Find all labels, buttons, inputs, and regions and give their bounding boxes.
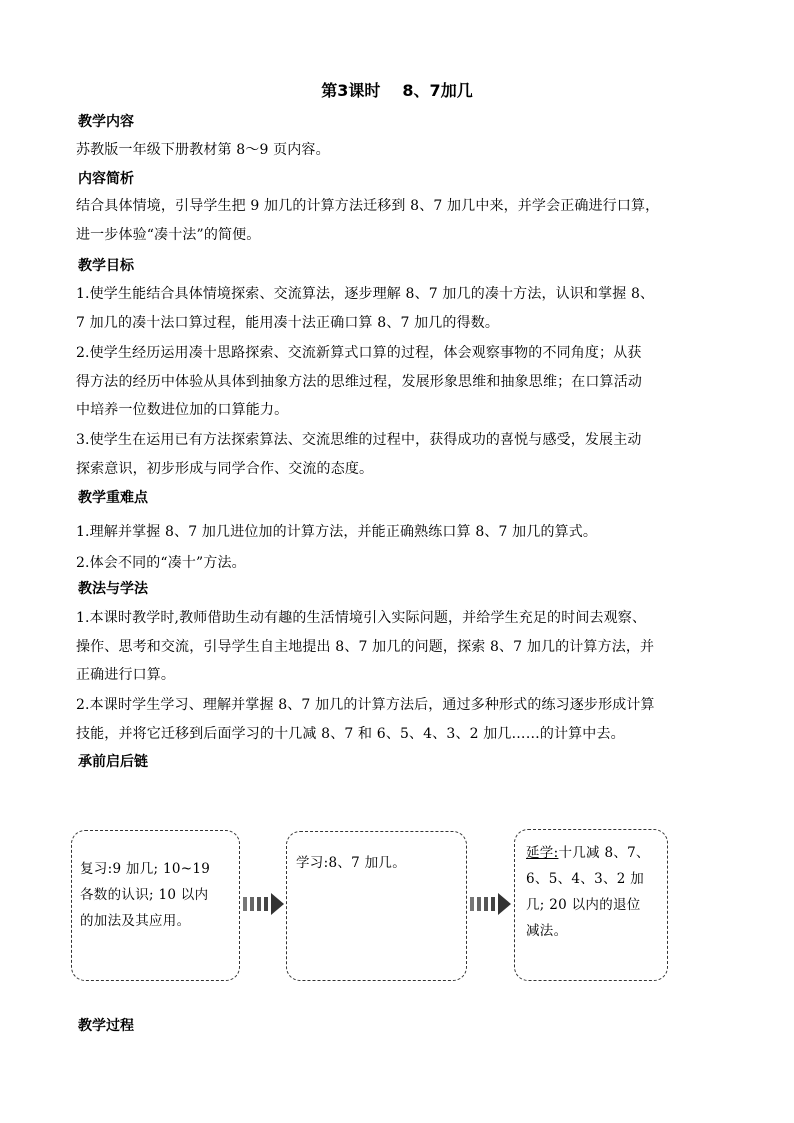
text-line: 减法。 bbox=[526, 923, 568, 939]
text-line: 6、5、4、3、2 加 bbox=[526, 871, 645, 887]
text-line: 1.理解并掌握 8、7 加几进位加的计算方法，并能正确熟练口算 8、7 加几的算式。 bbox=[76, 524, 598, 540]
text-line: 正确进行口算。 bbox=[76, 667, 176, 683]
double-arrow-right-icon bbox=[243, 893, 285, 915]
text-line: 1.使学生能结合具体情境探索、交流算法，逐步理解 8、7 加几的凑十方法，认识和掌握 8、 bbox=[76, 286, 655, 302]
text-line: 苏教版一年级下册教材第 8～9 页内容。 bbox=[76, 142, 330, 158]
method-item-2 bbox=[76, 691, 722, 748]
title-topic: 8、7加几 bbox=[402, 81, 473, 100]
key-point-2 bbox=[76, 549, 722, 578]
heading-teaching-content: 教学内容 bbox=[78, 114, 134, 130]
goal-item-1 bbox=[76, 280, 722, 337]
text-line: 进一步体验“凑十法”的简便。 bbox=[76, 226, 261, 243]
heading-knowledge-chain: 承前启后链 bbox=[78, 754, 148, 770]
title-lesson-number: 第3课时 bbox=[321, 81, 381, 100]
text-line: 得方法的经历中体验从具体到抽象方法的思维过程，发展形象思维和抽象思维；在口算活动 bbox=[76, 373, 642, 390]
text-line: 2.本课时学生学习、理解并掌握 8、7 加几的计算方法后，通过多种形式的练习逐步形成计算 bbox=[76, 697, 655, 713]
text-line: 结合具体情境，引导学生把 9 加几的计算方法迁移到 8、7 加几中来，并学会正确进行口算， bbox=[76, 198, 660, 214]
key-point-1 bbox=[76, 518, 722, 547]
goal-item-3 bbox=[76, 426, 722, 483]
text-line: 各数的认识; 10 以内 bbox=[80, 887, 209, 903]
text-line: 学习:8、7 加几。 bbox=[296, 855, 407, 871]
extend-label: 延学: bbox=[526, 845, 559, 861]
text-line: 复习:9 加几; 10~19 bbox=[80, 861, 211, 877]
heading-content-analysis: 内容简析 bbox=[78, 171, 134, 187]
text-line: 几; 20 以内的退位 bbox=[526, 897, 641, 913]
text-line: 技能，并将它迁移到后面学习的十几减 8、7 和 6、5、4、3、2 加几……的计算中去。 bbox=[76, 725, 625, 742]
heading-teaching-process: 教学过程 bbox=[78, 1018, 134, 1034]
method-item-1 bbox=[76, 604, 722, 690]
heading-key-points: 教学重难点 bbox=[78, 490, 148, 506]
double-arrow-right-icon bbox=[470, 893, 512, 915]
page-title bbox=[0, 78, 794, 101]
text-line: 2.体会不同的“凑十”方法。 bbox=[76, 555, 246, 571]
text-line: 探索意识，初步形成与同学合作、交流的态度。 bbox=[76, 460, 374, 477]
review-box-text bbox=[80, 856, 210, 934]
text-line: 1.本课时教学时,教师借助生动有趣的生活情境引入实际问题，并给学生充足的时间去观察、 bbox=[76, 610, 647, 626]
content-analysis-text bbox=[76, 192, 722, 249]
extend-box-text bbox=[526, 840, 650, 944]
text-line: 2.使学生经历运用凑十思路探索、交流新算式口算的过程，体会观察事物的不同角度；从获 bbox=[76, 345, 642, 361]
heading-teaching-goals: 教学目标 bbox=[78, 258, 134, 274]
text-line: 7 加几的凑十法口算过程，能用凑十法正确口算 8、7 加几的得数。 bbox=[76, 314, 500, 331]
text-line: 中培养一位数进位加的口算能力。 bbox=[76, 402, 289, 418]
text-line: 的加法及其应用。 bbox=[80, 913, 191, 929]
text-line: 操作、思考和交流，引导学生自主地提出 8、7 加几的问题，探索 8、7 加几的计算方法，并 bbox=[76, 638, 655, 655]
learn-box-text bbox=[296, 850, 406, 876]
text-line: 十几减 8、7、 bbox=[558, 845, 650, 861]
heading-methods: 教法与学法 bbox=[78, 581, 148, 597]
text-line: 3.使学生在运用已有方法探索算法、交流思维的过程中，获得成功的喜悦与感受，发展主动 bbox=[76, 432, 642, 448]
goal-item-2 bbox=[76, 339, 722, 425]
teaching-content-text bbox=[76, 136, 722, 165]
